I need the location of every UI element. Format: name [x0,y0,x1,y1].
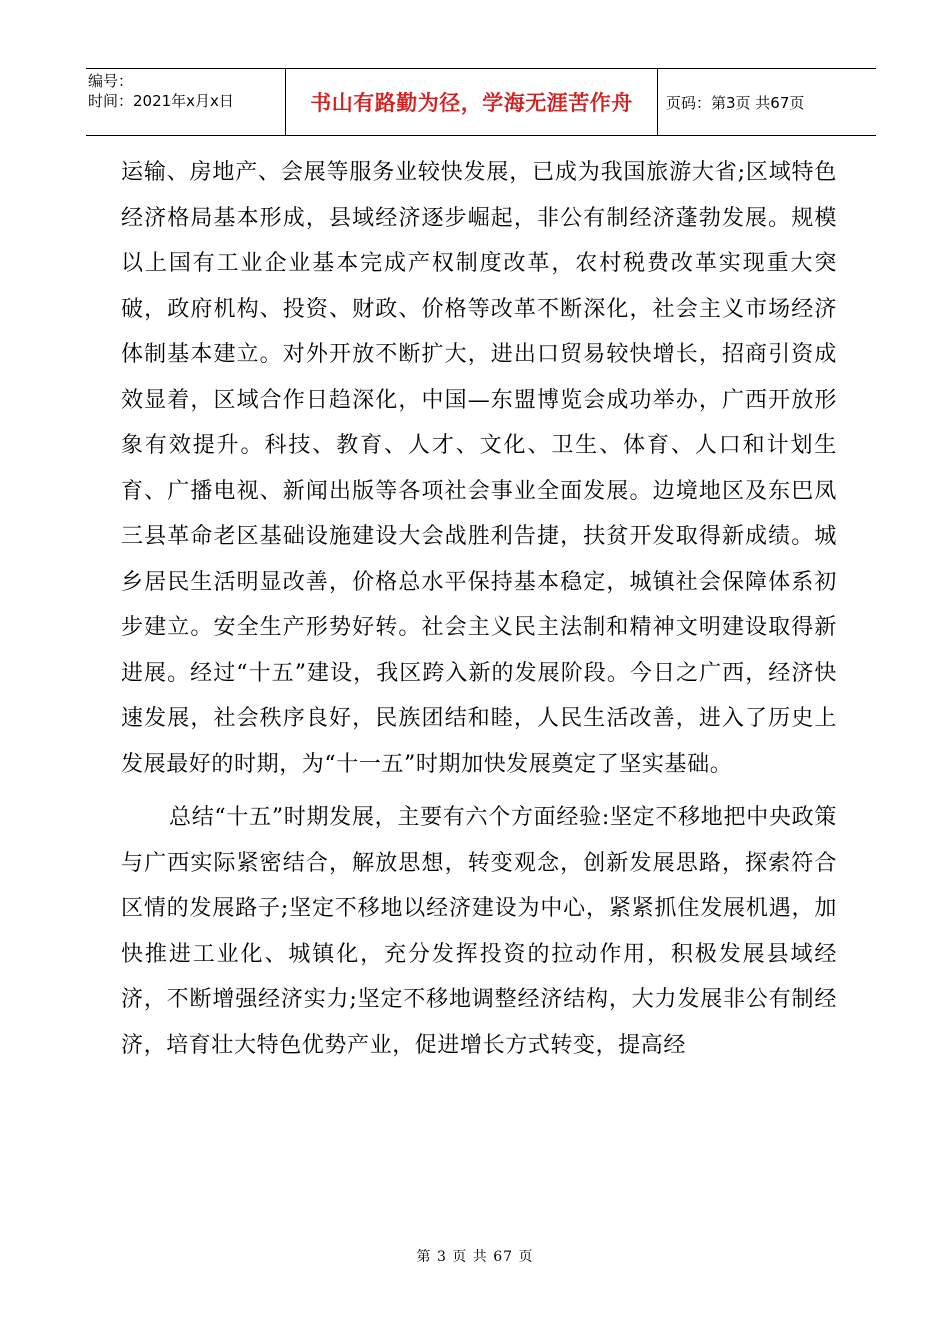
header-page-info-cell [658,69,876,135]
header-motto: 书山有路勤为径，学海无涯苦作舟 [310,91,633,115]
header-meta-cell [86,69,286,135]
document-time-label: 时间：2021年x月x日 [88,92,234,110]
document-body [121,150,837,1068]
body-paragraph-1: 运输、房地产、会展等服务业较快发展，已成为我国旅游大省;区域特色经济格局基本形成，县域经济逐步崛起，非公有制经济蓬勃发展。规模以上国有工业企业基本完成产权制度改革，农村税费改革实现重大突破，政府机构、投资、财政、价格等改革不断深化，社会主义市场经济体制基本建立。对外开放不断扩大，进出口贸易较快增长，招商引资成效显着，区域合作日趋深化，中国—东盟博览会成功举办，广西开放形象有效提升。科技、教育、人才、文化、卫生、体育、人口和计划生育、广播电视、新闻出版等各项社会事业全面发展。边境地区及东巴凤三县革命老区基础设施建设大会战胜利告捷，扶贫开发取得新成绩。城乡居民生活明显改善，价格总水平保持基本稳定，城镇社会保障体系初步建立。安全生产形势好转。社会主义民主法制和精神文明建设取得新进展。经过“十五”建设，我区跨入新的发展阶段。今日之广西，经济快速发展，社会秩序良好，民族团结和睦，人民生活改善，进入了历史上发展最好的时期，为“十一五”时期加快发展奠定了坚实基础。 [121,160,837,777]
page-header [86,68,876,136]
body-paragraph-2: 总结“十五”时期发展，主要有六个方面经验:坚定不移地把中央政策与广西实际紧密结合，解放思想，转变观念，创新发展思路，探索符合区情的发展路子;坚定不移地以经济建设为中心，紧紧抓住发展机遇，加快推进工业化、城镇化，充分发挥投资的拉动作用，积极发展县域经济，不断增强经济实力;坚定不移地调整经济结构，大力发展非公有制经济，培育壮大特色优势产业，促进增长方式转变，提高经 [121,805,837,1058]
page-footer: 第 3 页 共 67 页 [416,1249,534,1265]
document-number-label: 编号： [88,72,134,90]
header-motto-cell [286,69,658,135]
header-page-info: 页码：第3页 共67页 [666,93,805,112]
